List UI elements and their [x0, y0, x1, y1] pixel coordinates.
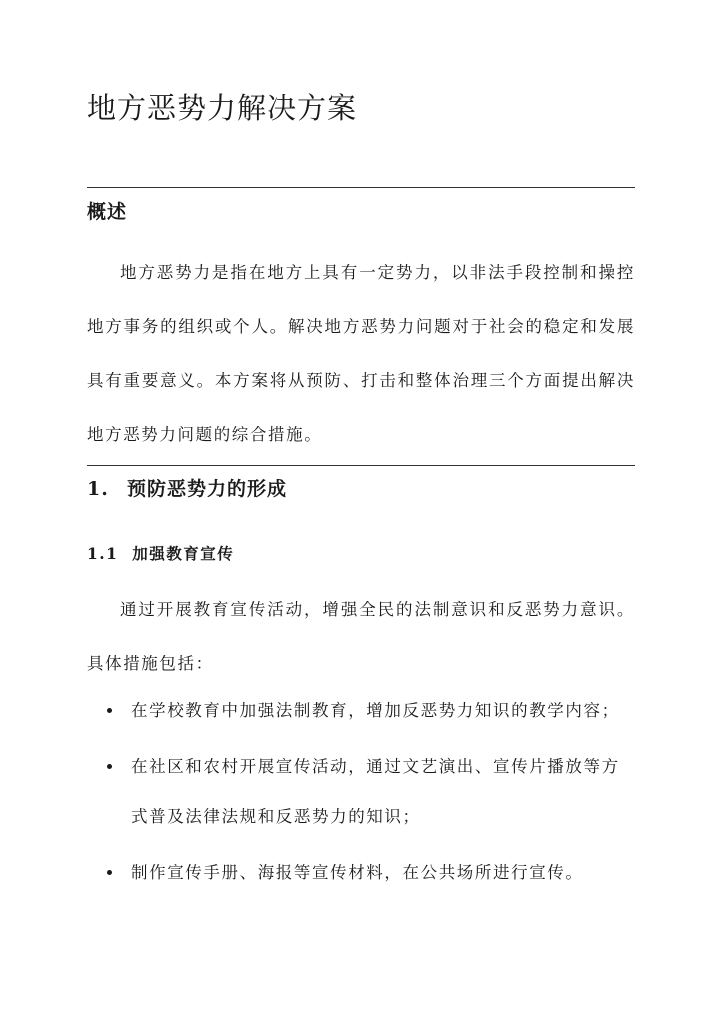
list-item: 在学校教育中加强法制教育，增加反恶势力知识的教学内容； — [87, 686, 635, 736]
subsection-1-1-paragraph: 通过开展教育宣传活动，增强全民的法制意识和反恶势力意识。具体措施包括： — [87, 600, 635, 673]
section-1-number: 1. — [87, 478, 109, 500]
document-title: 地方恶势力解决方案 — [87, 91, 358, 125]
section-divider-overview — [87, 187, 635, 188]
section-1-heading — [87, 474, 287, 504]
section-divider-1 — [87, 465, 635, 466]
overview-heading: 概述 — [87, 201, 128, 223]
section-1-title: 预防恶势力的形成 — [127, 478, 288, 500]
bullet-icon — [107, 708, 112, 713]
list-item: 在社区和农村开展宣传活动，通过文艺演出、宣传片播放等方式普及法律法规和反恶势力的知识； — [87, 742, 635, 842]
subsection-1-1-heading: 1.1 加强教育宣传 — [87, 544, 235, 563]
measures-list — [87, 686, 635, 904]
overview-paragraph: 地方恶势力是指在地方上具有一定势力，以非法手段控制和操控地方事务的组织或个人。解决地方恶势力问题对于社会的稳定和发展具有重要意义。本方案将从预防、打击和整体治理三个方面提出解决地方恶势力问题的综合措施。 — [87, 263, 635, 444]
bullet-icon — [107, 764, 112, 769]
bullet-icon — [107, 870, 112, 875]
list-item: 制作宣传手册、海报等宣传材料，在公共场所进行宣传。 — [87, 848, 635, 898]
